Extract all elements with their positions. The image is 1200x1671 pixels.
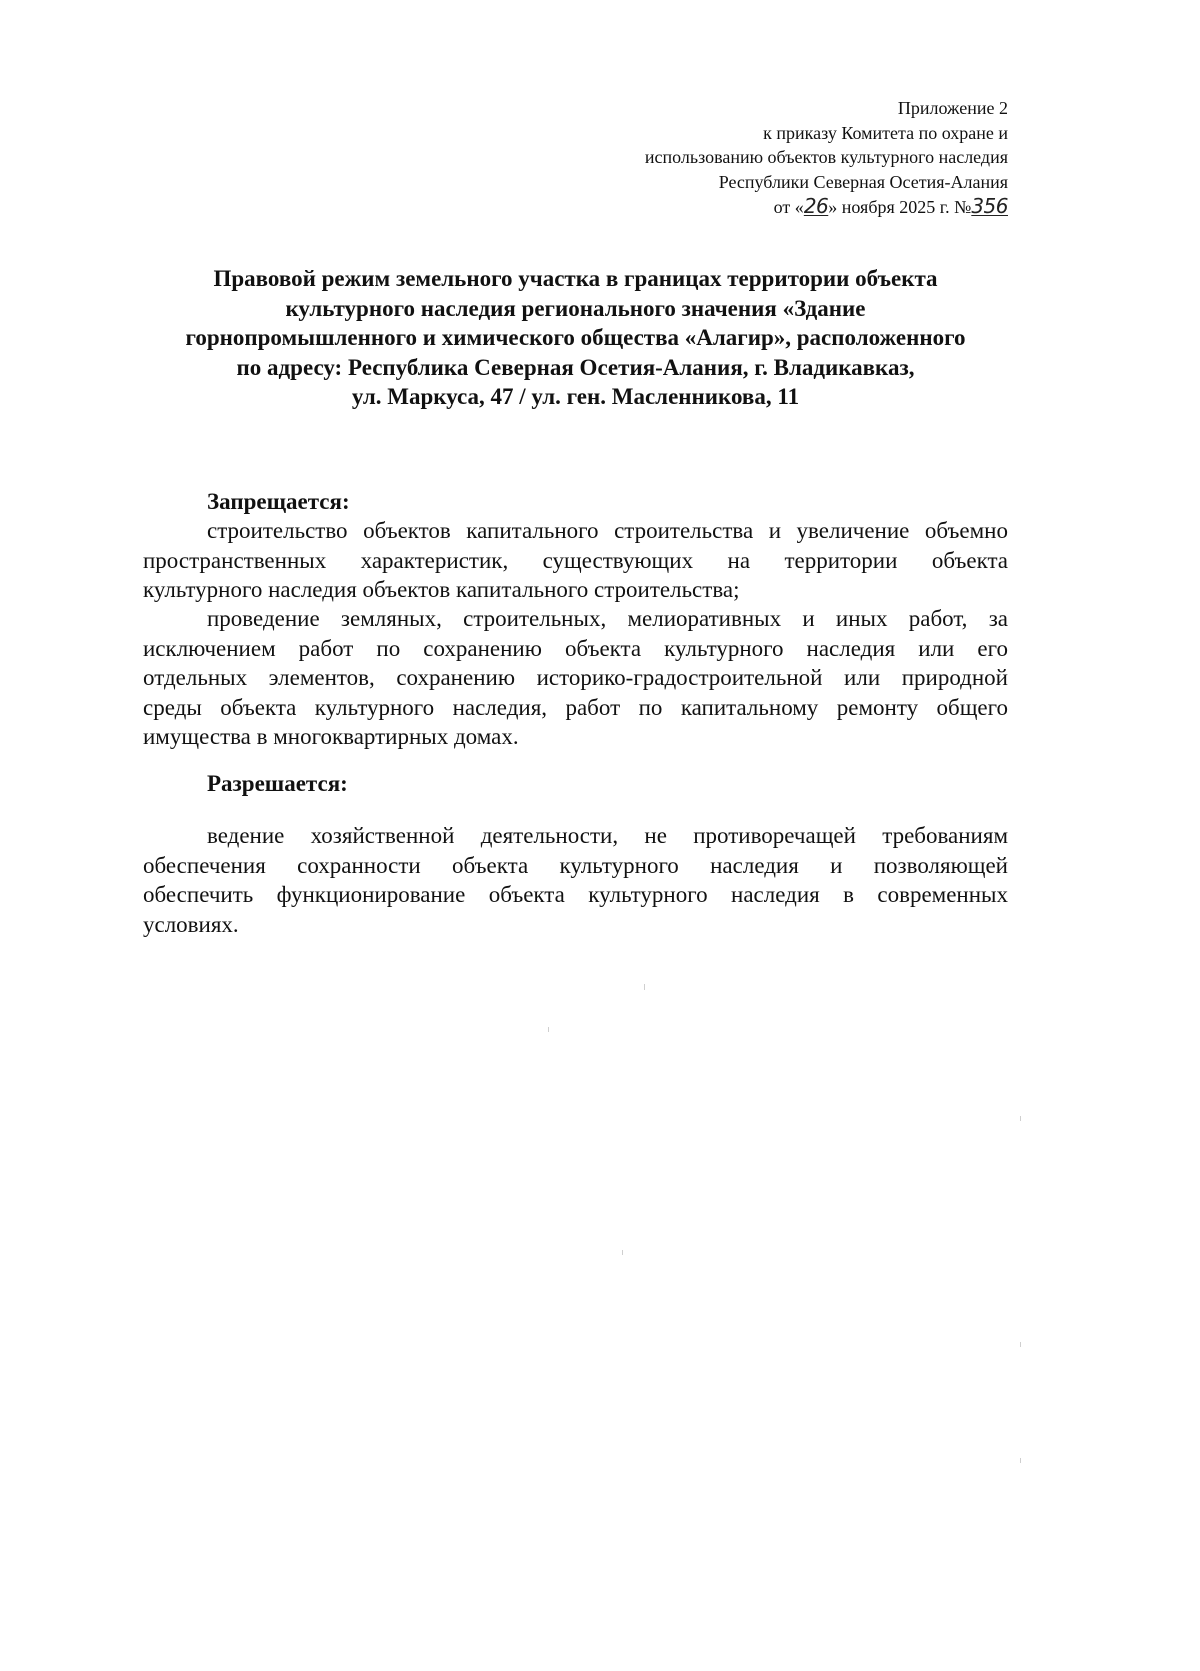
appendix-order-ref: к приказу Комитета по охране и (763, 122, 1008, 143)
paragraph-line: строительство объектов капитального строительства и увеличение объемно (207, 518, 1008, 543)
paragraph-line: культурного наследия объектов капитального строительства; (143, 577, 740, 602)
title-line: культурного наследия регионального значения «Здание (285, 295, 866, 321)
title-line: по адресу: Республика Северная Осетия-Алания, г. Владикавказ, (236, 354, 915, 380)
scan-speck (1020, 1342, 1021, 1347)
title-line: горнопромышленного и химического общества «Алагир», расположенного (185, 325, 966, 350)
scan-speck (548, 1027, 549, 1032)
appendix-committee: использованию объектов культурного наследия (644, 147, 1008, 167)
paragraph-line: отдельных элементов, сохранению историко-градостроительной или природной (143, 665, 1008, 690)
appendix-number: Приложение 2 (897, 98, 1008, 118)
handwritten-day: 26 (803, 194, 829, 218)
scan-speck (1020, 1116, 1021, 1121)
date-middle: » ноября 2025 г. № (828, 197, 972, 217)
paragraph-line: обеспечения сохранности объекта культурного наследия и позволяющей (143, 852, 1008, 878)
prohibited-item-1 (143, 516, 1008, 605)
appendix-republic: Республики Северная Осетия-Алания (718, 171, 1008, 192)
date-prefix: от « (773, 197, 804, 217)
paragraph-line: среды объекта культурного наследия, работ по капитальному ремонту общего (143, 694, 1008, 720)
appendix-header (645, 96, 1008, 220)
appendix-date-line (645, 194, 1008, 220)
scan-speck (622, 1250, 623, 1255)
prohibited-item-2 (143, 604, 1008, 752)
paragraph-line: проведение земляных, строительных, мелиоративных и иных работ, за (207, 606, 1008, 631)
scan-speck (1020, 1458, 1021, 1463)
allowed-item-1 (143, 821, 1008, 939)
paragraph-line: обеспечить функционирование объекта культурного наследия в современных (143, 882, 1008, 907)
title-line: Правовой режим земельного участка в границах территории объекта (213, 266, 938, 291)
paragraph-line: имущества в многоквартирных домах. (143, 724, 519, 749)
paragraph-line: условиях. (143, 911, 239, 937)
handwritten-order-number: 356 (971, 194, 1008, 218)
document-title (143, 264, 1008, 412)
paragraph-line: ведение хозяйственной деятельности, не противоречащей требованиям (207, 823, 1008, 848)
allowed-heading: Разрешается: (207, 771, 348, 796)
title-line: ул. Маркуса, 47 / ул. ген. Масленникова, 11 (351, 384, 800, 409)
scan-speck (644, 984, 645, 990)
paragraph-line: пространственных характеристик, существующих на территории объекта (143, 547, 1008, 573)
paragraph-line: исключением работ по сохранению объекта культурного наследия или его (143, 635, 1008, 661)
prohibited-heading: Запрещается: (207, 489, 350, 514)
